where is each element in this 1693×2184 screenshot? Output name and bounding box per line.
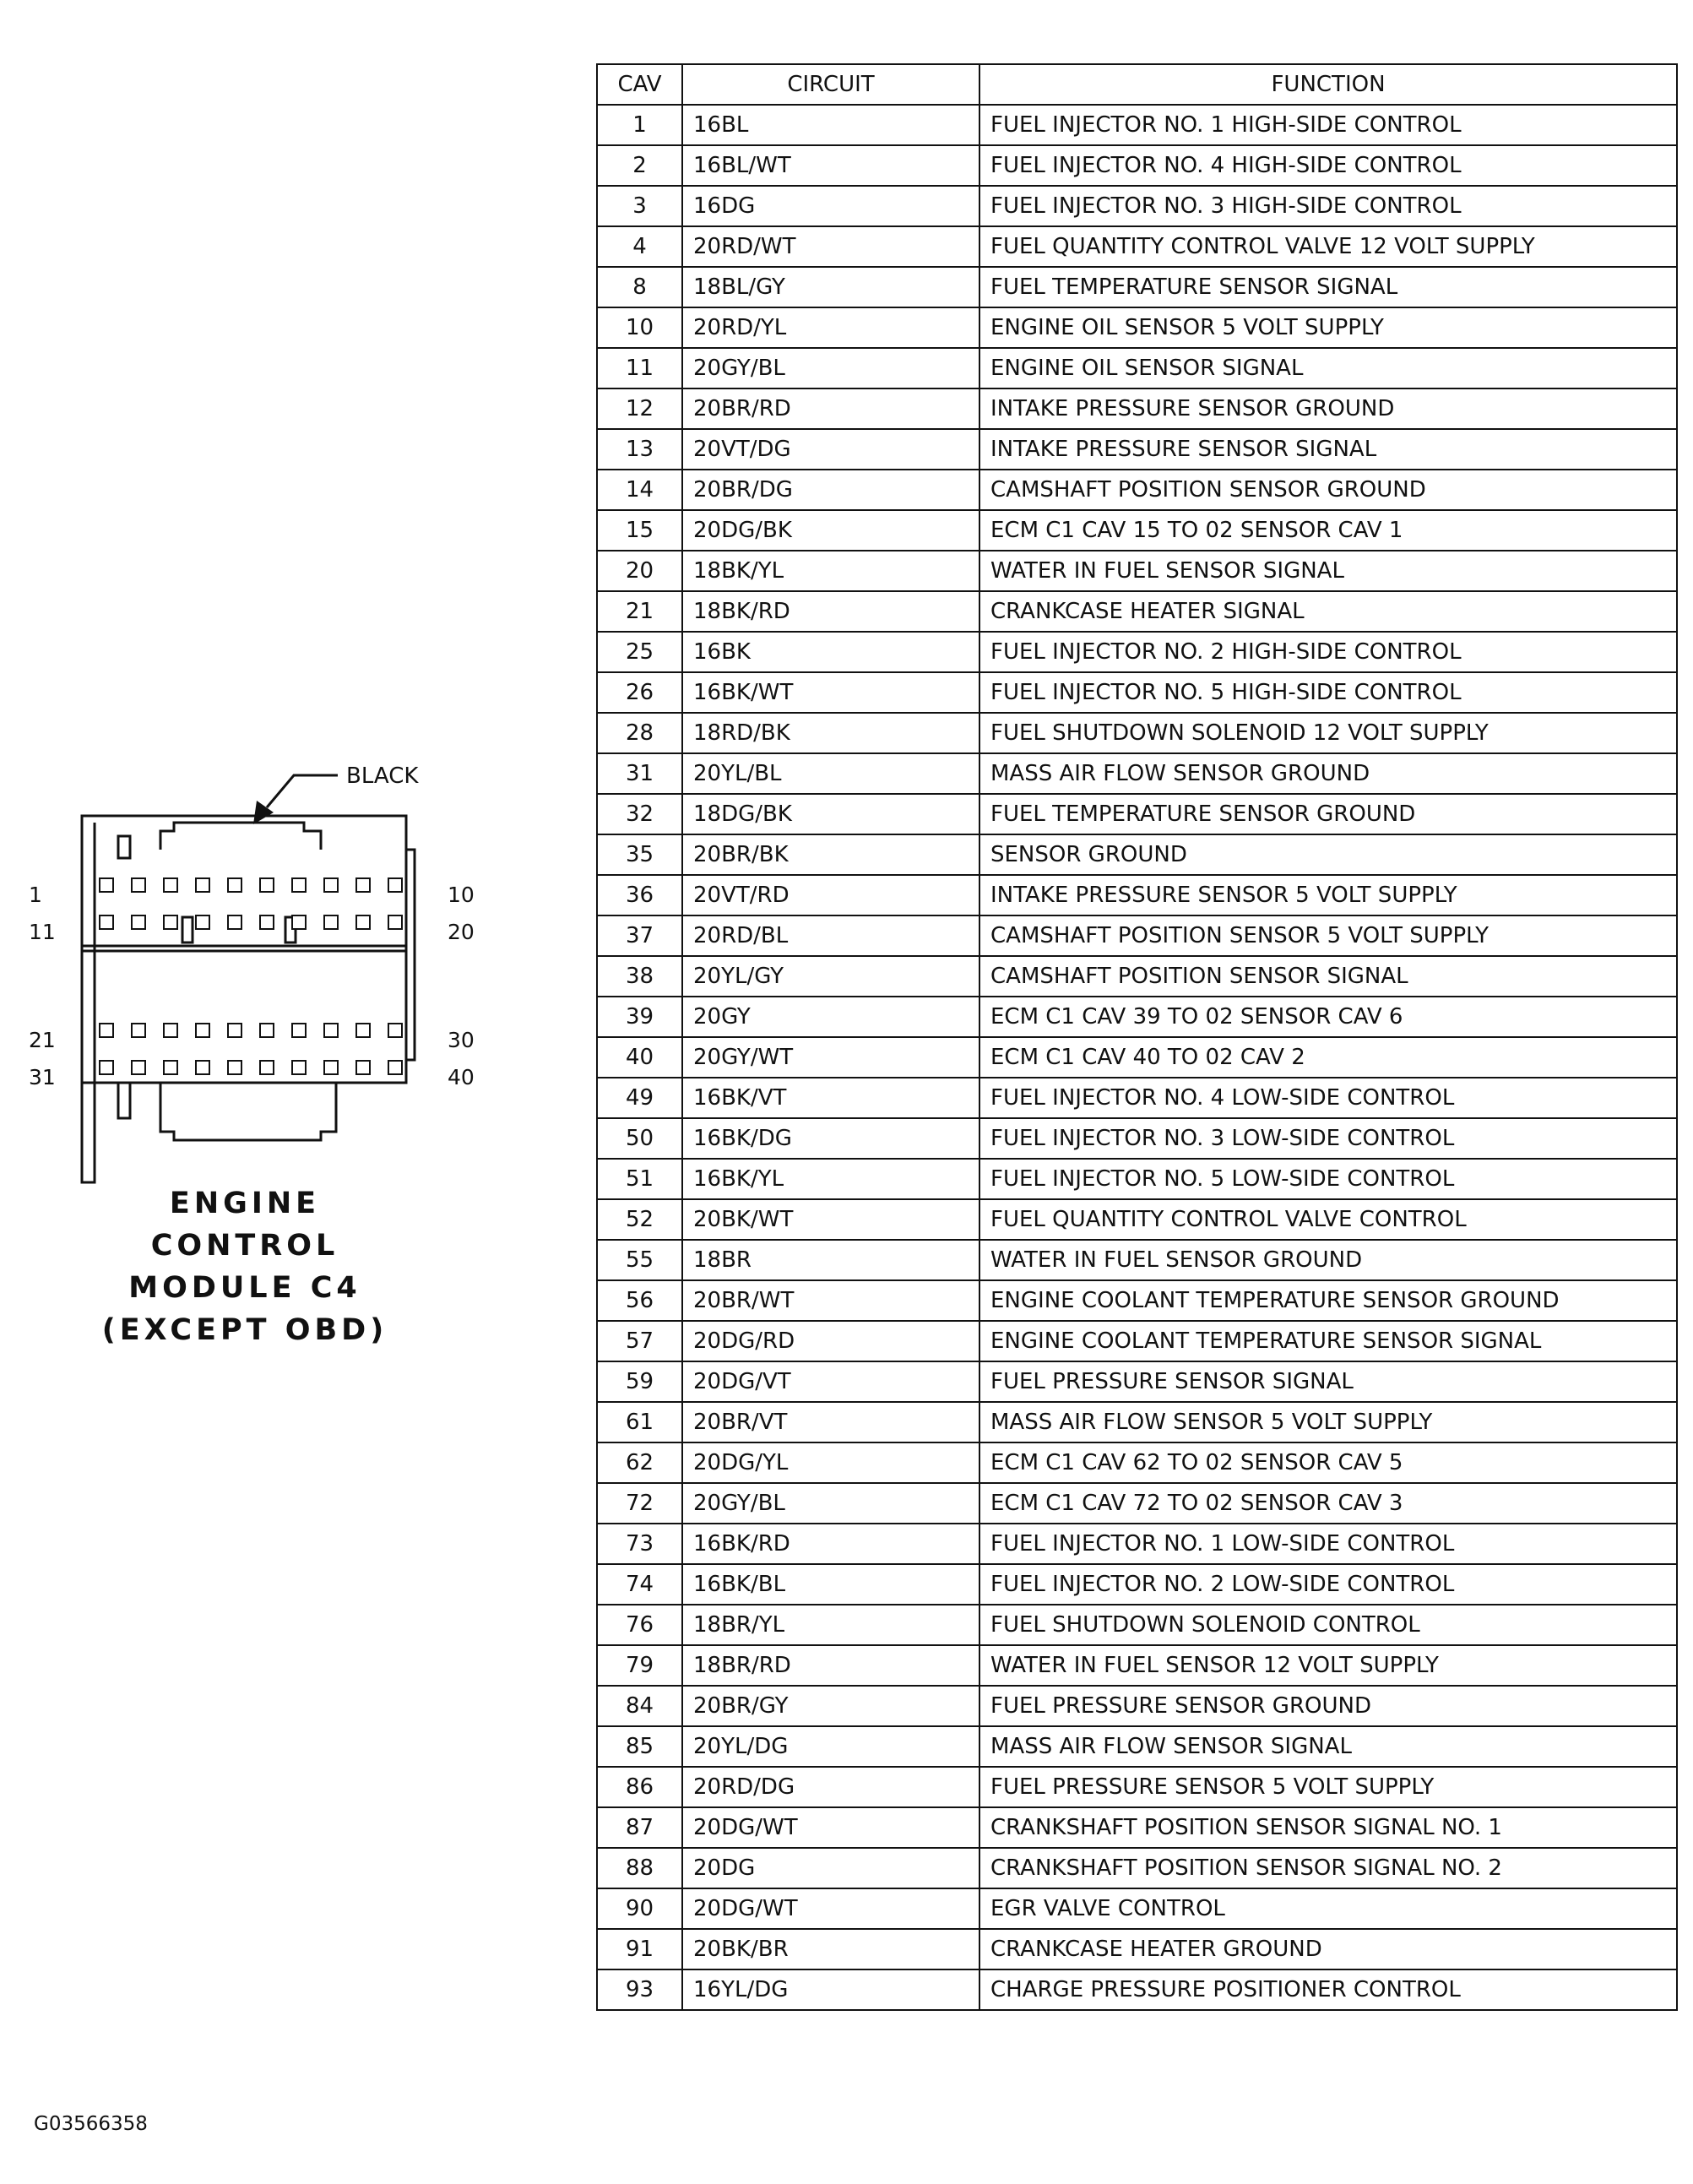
cell-cav: 15 [597, 510, 682, 551]
cell-circuit: 20BR/RD [682, 388, 979, 429]
cell-circuit: 20GY/WT [682, 1037, 979, 1078]
cell-cav: 91 [597, 1929, 682, 1969]
cell-circuit: 20DG/BK [682, 510, 979, 551]
cell-circuit: 20VT/DG [682, 429, 979, 470]
cell-function: ENGINE OIL SENSOR 5 VOLT SUPPLY [979, 307, 1677, 348]
table-row [597, 1848, 1677, 1888]
table-row [597, 1564, 1677, 1605]
pin-cavity [388, 878, 402, 892]
table-row [597, 753, 1677, 794]
pin-cavity [260, 915, 274, 929]
cell-circuit: 16YL/DG [682, 1969, 979, 2010]
pin-cavity [196, 1061, 209, 1074]
cell-circuit: 20YL/GY [682, 956, 979, 997]
table-row [597, 1645, 1677, 1686]
table-row [597, 388, 1677, 429]
cell-cav: 90 [597, 1888, 682, 1929]
cell-function: FUEL SHUTDOWN SOLENOID CONTROL [979, 1605, 1677, 1645]
table-row [597, 1726, 1677, 1767]
pin-row-start-label: 1 [29, 883, 42, 907]
table-row [597, 1321, 1677, 1361]
table-row [597, 307, 1677, 348]
cell-function: FUEL PRESSURE SENSOR GROUND [979, 1686, 1677, 1726]
cell-function: FUEL PRESSURE SENSOR 5 VOLT SUPPLY [979, 1767, 1677, 1807]
pin-cavity [292, 1024, 306, 1037]
cell-circuit: 20DG/WT [682, 1888, 979, 1929]
table-row [597, 1888, 1677, 1929]
cell-circuit: 16BK/BL [682, 1564, 979, 1605]
table-row [597, 997, 1677, 1037]
cell-function: FUEL INJECTOR NO. 3 HIGH-SIDE CONTROL [979, 186, 1677, 226]
cell-circuit: 18BL/GY [682, 267, 979, 307]
cell-cav: 35 [597, 834, 682, 875]
pin-cavity [260, 1024, 274, 1037]
cell-cav: 28 [597, 713, 682, 753]
header-cav: CAV [597, 64, 682, 105]
pin-cavity [196, 915, 209, 929]
cell-circuit: 18RD/BK [682, 713, 979, 753]
table-row [597, 1929, 1677, 1969]
connector-diagram [0, 743, 507, 1347]
cell-function: FUEL TEMPERATURE SENSOR GROUND [979, 794, 1677, 834]
table-row [597, 1118, 1677, 1159]
pinout-table-body [597, 105, 1677, 2010]
connector-face-view [0, 743, 507, 1216]
cell-function: ECM C1 CAV 62 TO 02 SENSOR CAV 5 [979, 1442, 1677, 1483]
cell-circuit: 20RD/DG [682, 1767, 979, 1807]
table-row [597, 632, 1677, 672]
table-row [597, 834, 1677, 875]
table-row [597, 1524, 1677, 1564]
cell-circuit: 20GY/BL [682, 1483, 979, 1524]
table-row [597, 551, 1677, 591]
cell-cav: 84 [597, 1686, 682, 1726]
table-row [597, 105, 1677, 145]
table-row [597, 1240, 1677, 1280]
table-row [597, 1402, 1677, 1442]
cell-cav: 76 [597, 1605, 682, 1645]
cell-function: FUEL INJECTOR NO. 4 HIGH-SIDE CONTROL [979, 145, 1677, 186]
table-row [597, 1605, 1677, 1645]
cell-circuit: 20RD/YL [682, 307, 979, 348]
cell-circuit: 18BK/RD [682, 591, 979, 632]
cell-cav: 39 [597, 997, 682, 1037]
pin-cavity [164, 878, 177, 892]
module-title-line: CONTROL [150, 1229, 339, 1263]
cell-circuit: 20DG/RD [682, 1321, 979, 1361]
cell-function: FUEL TEMPERATURE SENSOR SIGNAL [979, 267, 1677, 307]
cell-cav: 93 [597, 1969, 682, 2010]
table-row [597, 956, 1677, 997]
pin-row-end-label: 20 [448, 920, 475, 944]
cell-function: FUEL INJECTOR NO. 1 LOW-SIDE CONTROL [979, 1524, 1677, 1564]
cell-circuit: 20GY [682, 997, 979, 1037]
table-row [597, 1442, 1677, 1483]
pin-cavity [228, 1061, 241, 1074]
cell-function: ECM C1 CAV 39 TO 02 SENSOR CAV 6 [979, 997, 1677, 1037]
cell-circuit: 20BR/DG [682, 470, 979, 510]
cell-function: INTAKE PRESSURE SENSOR 5 VOLT SUPPLY [979, 875, 1677, 915]
pin-cavity [356, 1061, 370, 1074]
pin-cavity [324, 915, 338, 929]
cell-cav: 36 [597, 875, 682, 915]
pin-cavity [356, 1024, 370, 1037]
cell-function: FUEL INJECTOR NO. 5 HIGH-SIDE CONTROL [979, 672, 1677, 713]
cell-function: FUEL QUANTITY CONTROL VALVE CONTROL [979, 1199, 1677, 1240]
cell-cav: 49 [597, 1078, 682, 1118]
cell-cav: 4 [597, 226, 682, 267]
cell-cav: 59 [597, 1361, 682, 1402]
pin-cavity [100, 878, 113, 892]
cell-cav: 2 [597, 145, 682, 186]
table-row [597, 1037, 1677, 1078]
table-row [597, 186, 1677, 226]
cell-function: FUEL INJECTOR NO. 2 LOW-SIDE CONTROL [979, 1564, 1677, 1605]
table-row [597, 348, 1677, 388]
cell-function: INTAKE PRESSURE SENSOR GROUND [979, 388, 1677, 429]
cell-function: FUEL QUANTITY CONTROL VALVE 12 VOLT SUPPLY [979, 226, 1677, 267]
table-row [597, 1969, 1677, 2010]
cell-circuit: 18BR [682, 1240, 979, 1280]
cell-cav: 38 [597, 956, 682, 997]
cell-circuit: 20BR/VT [682, 1402, 979, 1442]
cell-cav: 85 [597, 1726, 682, 1767]
cell-cav: 74 [597, 1564, 682, 1605]
cell-circuit: 16DG [682, 186, 979, 226]
cell-function: MASS AIR FLOW SENSOR GROUND [979, 753, 1677, 794]
header-circuit: CIRCUIT [682, 64, 979, 105]
cell-circuit: 20DG/VT [682, 1361, 979, 1402]
cell-function: CRANKSHAFT POSITION SENSOR SIGNAL NO. 2 [979, 1848, 1677, 1888]
table-row [597, 1807, 1677, 1848]
cell-cav: 52 [597, 1199, 682, 1240]
connector-color-label: BLACK [346, 763, 419, 789]
cell-circuit: 16BL/WT [682, 145, 979, 186]
cell-function: FUEL INJECTOR NO. 2 HIGH-SIDE CONTROL [979, 632, 1677, 672]
table-row [597, 226, 1677, 267]
cell-cav: 72 [597, 1483, 682, 1524]
pin-row-end-label: 40 [448, 1065, 475, 1089]
cell-cav: 86 [597, 1767, 682, 1807]
cell-cav: 57 [597, 1321, 682, 1361]
cell-function: CAMSHAFT POSITION SENSOR GROUND [979, 470, 1677, 510]
cell-circuit: 16BK [682, 632, 979, 672]
cell-function: ENGINE COOLANT TEMPERATURE SENSOR GROUND [979, 1280, 1677, 1321]
pin-cavity [324, 1024, 338, 1037]
table-row [597, 145, 1677, 186]
cell-cav: 8 [597, 267, 682, 307]
table-row [597, 1686, 1677, 1726]
pin-cavity [100, 915, 113, 929]
pinout-table [596, 63, 1678, 2011]
cell-circuit: 20YL/DG [682, 1726, 979, 1767]
module-title-line: ENGINE [169, 1187, 321, 1220]
cell-circuit: 20RD/WT [682, 226, 979, 267]
cell-function: FUEL SHUTDOWN SOLENOID 12 VOLT SUPPLY [979, 713, 1677, 753]
module-title [84, 1182, 405, 1351]
cell-function: ECM C1 CAV 72 TO 02 SENSOR CAV 3 [979, 1483, 1677, 1524]
cell-function: ECM C1 CAV 40 TO 02 CAV 2 [979, 1037, 1677, 1078]
cell-function: WATER IN FUEL SENSOR GROUND [979, 1240, 1677, 1280]
cell-circuit: 20DG/WT [682, 1807, 979, 1848]
cell-function: MASS AIR FLOW SENSOR 5 VOLT SUPPLY [979, 1402, 1677, 1442]
cell-cav: 25 [597, 632, 682, 672]
table-row [597, 510, 1677, 551]
table-row [597, 1159, 1677, 1199]
cell-cav: 73 [597, 1524, 682, 1564]
cell-circuit: 20BR/GY [682, 1686, 979, 1726]
cell-cav: 12 [597, 388, 682, 429]
pin-cavity [164, 1024, 177, 1037]
cell-function: ECM C1 CAV 15 TO 02 SENSOR CAV 1 [979, 510, 1677, 551]
pin-cavity [356, 915, 370, 929]
pin-cavity [388, 1024, 402, 1037]
pin-cavity [292, 878, 306, 892]
pin-cavity [292, 915, 306, 929]
pin-cavity [388, 1061, 402, 1074]
cell-cav: 61 [597, 1402, 682, 1442]
cell-cav: 56 [597, 1280, 682, 1321]
cell-function: CRANKCASE HEATER SIGNAL [979, 591, 1677, 632]
cell-function: INTAKE PRESSURE SENSOR SIGNAL [979, 429, 1677, 470]
cell-circuit: 16BK/WT [682, 672, 979, 713]
pin-cavity [132, 878, 145, 892]
cell-cav: 20 [597, 551, 682, 591]
cell-cav: 79 [597, 1645, 682, 1686]
cell-function: ENGINE COOLANT TEMPERATURE SENSOR SIGNAL [979, 1321, 1677, 1361]
cell-cav: 11 [597, 348, 682, 388]
pin-cavity [132, 915, 145, 929]
pin-cavity [388, 915, 402, 929]
cell-circuit: 20VT/RD [682, 875, 979, 915]
cell-circuit: 20DG/YL [682, 1442, 979, 1483]
pin-row-start-label: 11 [29, 920, 56, 944]
cell-cav: 88 [597, 1848, 682, 1888]
pin-row-end-label: 10 [448, 883, 475, 907]
cell-cav: 50 [597, 1118, 682, 1159]
module-title-line: MODULE C4 [128, 1271, 361, 1305]
table-header-row [597, 64, 1677, 105]
pin-cavity [132, 1024, 145, 1037]
pin-cavity [292, 1061, 306, 1074]
cell-cav: 13 [597, 429, 682, 470]
cell-function: CAMSHAFT POSITION SENSOR 5 VOLT SUPPLY [979, 915, 1677, 956]
pin-row-end-label: 30 [448, 1028, 475, 1052]
table-row [597, 470, 1677, 510]
pin-cavity [196, 1024, 209, 1037]
table-row [597, 672, 1677, 713]
cell-circuit: 18BR/RD [682, 1645, 979, 1686]
cell-cav: 31 [597, 753, 682, 794]
table-row [597, 713, 1677, 753]
table-row [597, 915, 1677, 956]
pin-cavity [260, 1061, 274, 1074]
table-row [597, 1280, 1677, 1321]
cell-circuit: 16BK/DG [682, 1118, 979, 1159]
table-row [597, 875, 1677, 915]
cell-function: CHARGE PRESSURE POSITIONER CONTROL [979, 1969, 1677, 2010]
cell-circuit: 20BK/BR [682, 1929, 979, 1969]
table-row [597, 591, 1677, 632]
header-function: FUNCTION [979, 64, 1677, 105]
cell-cav: 87 [597, 1807, 682, 1848]
pin-cavity [228, 915, 241, 929]
pin-cavity [132, 1061, 145, 1074]
cell-circuit: 20DG [682, 1848, 979, 1888]
figure-id: G03566358 [34, 2113, 148, 2135]
module-title-line: (EXCEPT OBD) [101, 1313, 388, 1347]
cell-circuit: 20BK/WT [682, 1199, 979, 1240]
pin-cavity [324, 878, 338, 892]
cell-function: CRANKSHAFT POSITION SENSOR SIGNAL NO. 1 [979, 1807, 1677, 1848]
cell-circuit: 16BK/YL [682, 1159, 979, 1199]
cell-cav: 10 [597, 307, 682, 348]
cell-cav: 1 [597, 105, 682, 145]
table-row [597, 1361, 1677, 1402]
pin-cavity [100, 1024, 113, 1037]
pin-row-start-label: 31 [29, 1065, 56, 1089]
cell-function: WATER IN FUEL SENSOR 12 VOLT SUPPLY [979, 1645, 1677, 1686]
cell-function: SENSOR GROUND [979, 834, 1677, 875]
pin-cavity [100, 1061, 113, 1074]
table-row [597, 1078, 1677, 1118]
cell-cav: 26 [597, 672, 682, 713]
cell-circuit: 16BL [682, 105, 979, 145]
cell-circuit: 18BR/YL [682, 1605, 979, 1645]
pin-cavity [164, 1061, 177, 1074]
cell-cav: 62 [597, 1442, 682, 1483]
cell-circuit: 18DG/BK [682, 794, 979, 834]
table-row [597, 267, 1677, 307]
cell-function: ENGINE OIL SENSOR SIGNAL [979, 348, 1677, 388]
pin-cavity [196, 878, 209, 892]
cell-function: EGR VALVE CONTROL [979, 1888, 1677, 1929]
cell-cav: 51 [597, 1159, 682, 1199]
pin-cavity [356, 878, 370, 892]
cell-cav: 21 [597, 591, 682, 632]
table-row [597, 1199, 1677, 1240]
cell-function: FUEL INJECTOR NO. 1 HIGH-SIDE CONTROL [979, 105, 1677, 145]
pin-cavity [228, 1024, 241, 1037]
table-row [597, 794, 1677, 834]
cell-circuit: 16BK/VT [682, 1078, 979, 1118]
cell-function: CAMSHAFT POSITION SENSOR SIGNAL [979, 956, 1677, 997]
cell-circuit: 16BK/RD [682, 1524, 979, 1564]
cell-function: MASS AIR FLOW SENSOR SIGNAL [979, 1726, 1677, 1767]
table-row [597, 1483, 1677, 1524]
cell-cav: 40 [597, 1037, 682, 1078]
pin-cavity [324, 1061, 338, 1074]
cell-function: WATER IN FUEL SENSOR SIGNAL [979, 551, 1677, 591]
cell-circuit: 20GY/BL [682, 348, 979, 388]
cell-circuit: 20BR/WT [682, 1280, 979, 1321]
cell-cav: 37 [597, 915, 682, 956]
pin-cavity [164, 915, 177, 929]
table-row [597, 429, 1677, 470]
table-row [597, 1767, 1677, 1807]
cell-function: CRANKCASE HEATER GROUND [979, 1929, 1677, 1969]
cell-cav: 32 [597, 794, 682, 834]
cell-cav: 14 [597, 470, 682, 510]
cell-function: FUEL INJECTOR NO. 4 LOW-SIDE CONTROL [979, 1078, 1677, 1118]
cell-function: FUEL INJECTOR NO. 3 LOW-SIDE CONTROL [979, 1118, 1677, 1159]
cell-function: FUEL PRESSURE SENSOR SIGNAL [979, 1361, 1677, 1402]
cell-circuit: 20RD/BL [682, 915, 979, 956]
cell-function: FUEL INJECTOR NO. 5 LOW-SIDE CONTROL [979, 1159, 1677, 1199]
cell-cav: 55 [597, 1240, 682, 1280]
connector-body [82, 816, 415, 1182]
cell-circuit: 20BR/BK [682, 834, 979, 875]
pin-cavity [260, 878, 274, 892]
pin-cavity [228, 878, 241, 892]
cell-circuit: 20YL/BL [682, 753, 979, 794]
cell-circuit: 18BK/YL [682, 551, 979, 591]
cell-cav: 3 [597, 186, 682, 226]
pin-cavity-grid [100, 878, 402, 1074]
pin-row-start-label: 21 [29, 1028, 56, 1052]
